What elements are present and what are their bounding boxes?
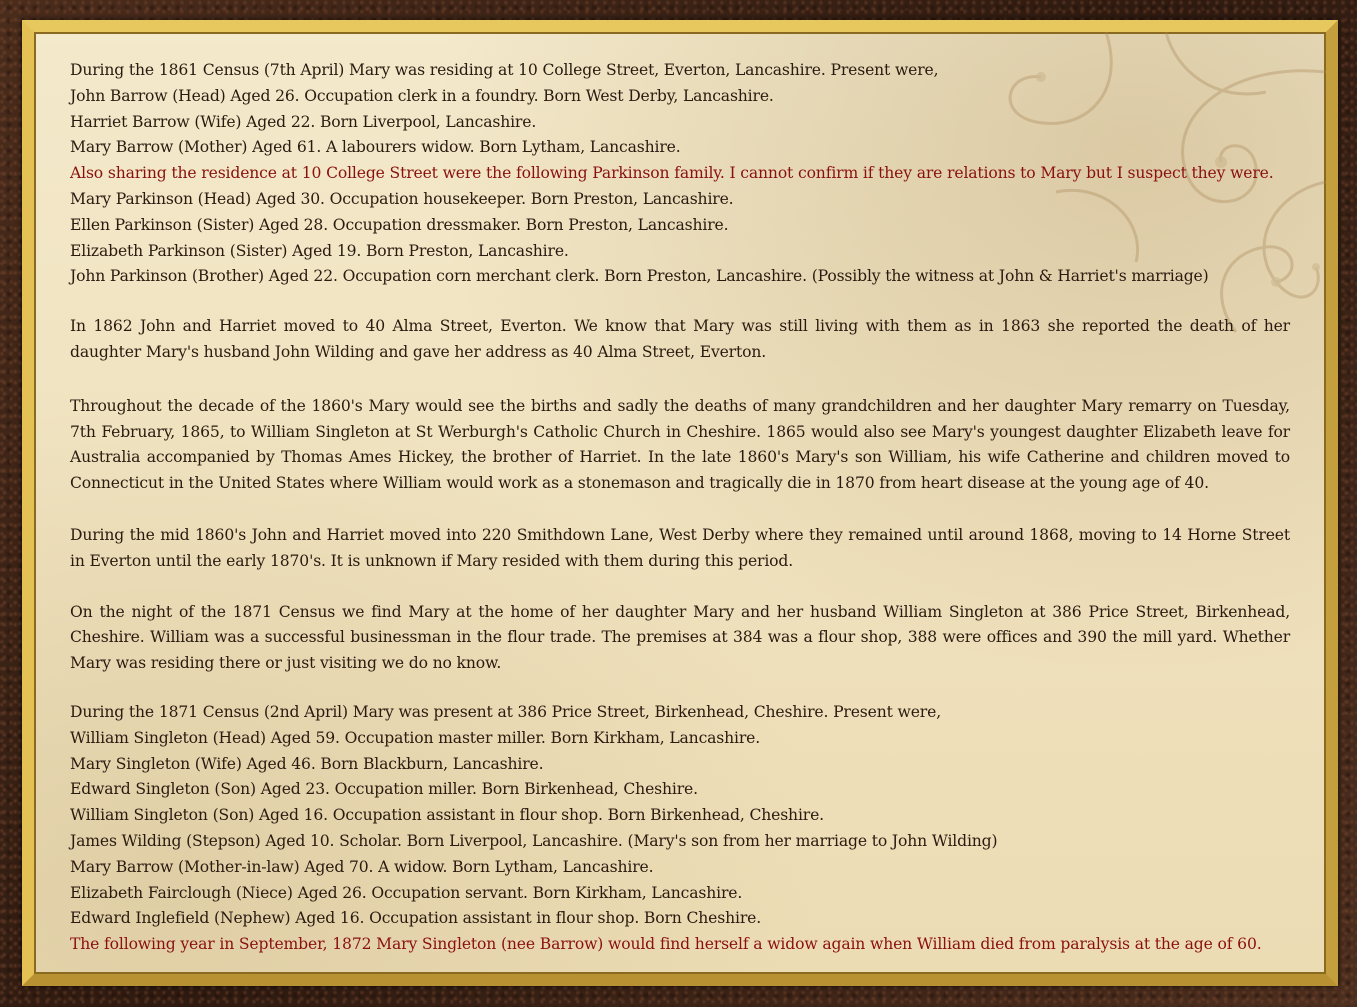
paragraph-mid-1860s: During the mid 1860's John and Harriet moved into 220 Smithdown Lane, West Derby where they remained until around 1868, moving to 14 Horne Street in Everton until the early 1870's. It is unknown if Mary resided with them during this period. [70, 525, 1290, 570]
resident-william-singleton-head: William Singleton (Head) Aged 59. Occupation master miller. Born Kirkham, Lancashire. [70, 728, 761, 747]
resident-mary-barrow: Mary Barrow (Mother) Aged 61. A labourers widow. Born Lytham, Lancashire. [70, 138, 681, 157]
resident-mary-parkinson: Mary Parkinson (Head) Aged 30. Occupation housekeeper. Born Preston, Lancashire. [70, 189, 734, 208]
paragraph-1871-night: On the night of the 1871 Census we find Mary at the home of her daughter Mary and her husband William Singleton at 386 Price Street, Birkenhead, Cheshire. William was a successful businessman in the flour trade. The premises at 384 was a flour shop, 388 were offices and 390 the mill yard. Whether Mary was residing there or just visiting we do no know. [70, 602, 1290, 673]
census-1861-intro: During the 1861 Census (7th April) Mary was residing at 10 College Street, Everton, Lancashire. Present were, [70, 61, 939, 79]
census-1871-section [70, 700, 1290, 958]
resident-john-barrow: John Barrow (Head) Aged 26. Occupation clerk in a foundry. Born West Derby, Lancashire. [70, 86, 774, 105]
census-1871-intro: During the 1871 Census (2nd April) Mary was present at 386 Price Street, Birkenhead, Cheshire. Present were, [70, 702, 941, 721]
resident-edward-inglefield: Edward Inglefield (Nephew) Aged 16. Occupation assistant in flour shop. Born Cheshire. [70, 909, 762, 928]
resident-edward-singleton: Edward Singleton (Son) Aged 23. Occupation miller. Born Birkenhead, Cheshire. [70, 780, 698, 799]
resident-elizabeth-parkinson: Elizabeth Parkinson (Sister) Aged 19. Born Preston, Lancashire. [70, 241, 569, 260]
resident-mary-singleton: Mary Singleton (Wife) Aged 46. Born Blackburn, Lancashire. [70, 754, 544, 773]
closing-note: The following year in September, 1872 Mary Singleton (nee Barrow) would find herself a widow again when William died from paralysis at the age of 60. [70, 935, 1262, 954]
resident-mary-barrow-1871: Mary Barrow (Mother-in-law) Aged 70. A widow. Born Lytham, Lancashire. [70, 857, 654, 876]
paragraph-1862: In 1862 John and Harriet moved to 40 Alma Street, Everton. We know that Mary was still living with them as in 1863 she reported the death of her daughter Mary's husband John Wilding and gave her address as 40 Alma Street, Everton. [70, 317, 1290, 361]
resident-harriet-barrow: Harriet Barrow (Wife) Aged 22. Born Liverpool, Lancashire. [70, 112, 537, 131]
resident-william-singleton-son: William Singleton (Son) Aged 16. Occupation assistant in flour shop. Born Birkenhead, Cheshire. [70, 806, 824, 825]
resident-james-wilding: James Wilding (Stepson) Aged 10. Scholar. Born Liverpool, Lancashire. (Mary's son from her marriage to John Wilding) [70, 831, 998, 850]
document-body [70, 58, 1290, 958]
paragraph-1860s-decade: Throughout the decade of the 1860's Mary would see the births and sadly the deaths of many grandchildren and her daughter Mary remarry on Tuesday, 7th February, 1865, to William Singleton at St Werburgh's Catholic Church in Cheshire. 1865 would also see Mary's youngest daughter Elizabeth leave for Australia accompanied by Thomas Ames Hickey, the brother of Harriet. In the late 1860's Mary's son William, his wife Catherine and children moved to Connecticut in the United States where William would work as a stonemason and tragically die in 1870 from heart disease at the young age of 40. [70, 396, 1290, 493]
resident-ellen-parkinson: Ellen Parkinson (Sister) Aged 28. Occupation dressmaker. Born Preston, Lancashire. [70, 215, 729, 234]
resident-john-parkinson: John Parkinson (Brother) Aged 22. Occupation corn merchant clerk. Born Preston, Lancashire. (Possibly the witness at John & Harriet's marriage) [70, 267, 1209, 286]
parkinson-note: Also sharing the residence at 10 College Street were the following Parkinson family. I cannot confirm if they are relations to Mary but I suspect they were. [70, 164, 1274, 183]
resident-elizabeth-fairclough: Elizabeth Fairclough (Niece) Aged 26. Occupation servant. Born Kirkham, Lancashire. [70, 883, 743, 902]
gold-frame [22, 20, 1338, 986]
census-1861-section [70, 58, 1290, 290]
